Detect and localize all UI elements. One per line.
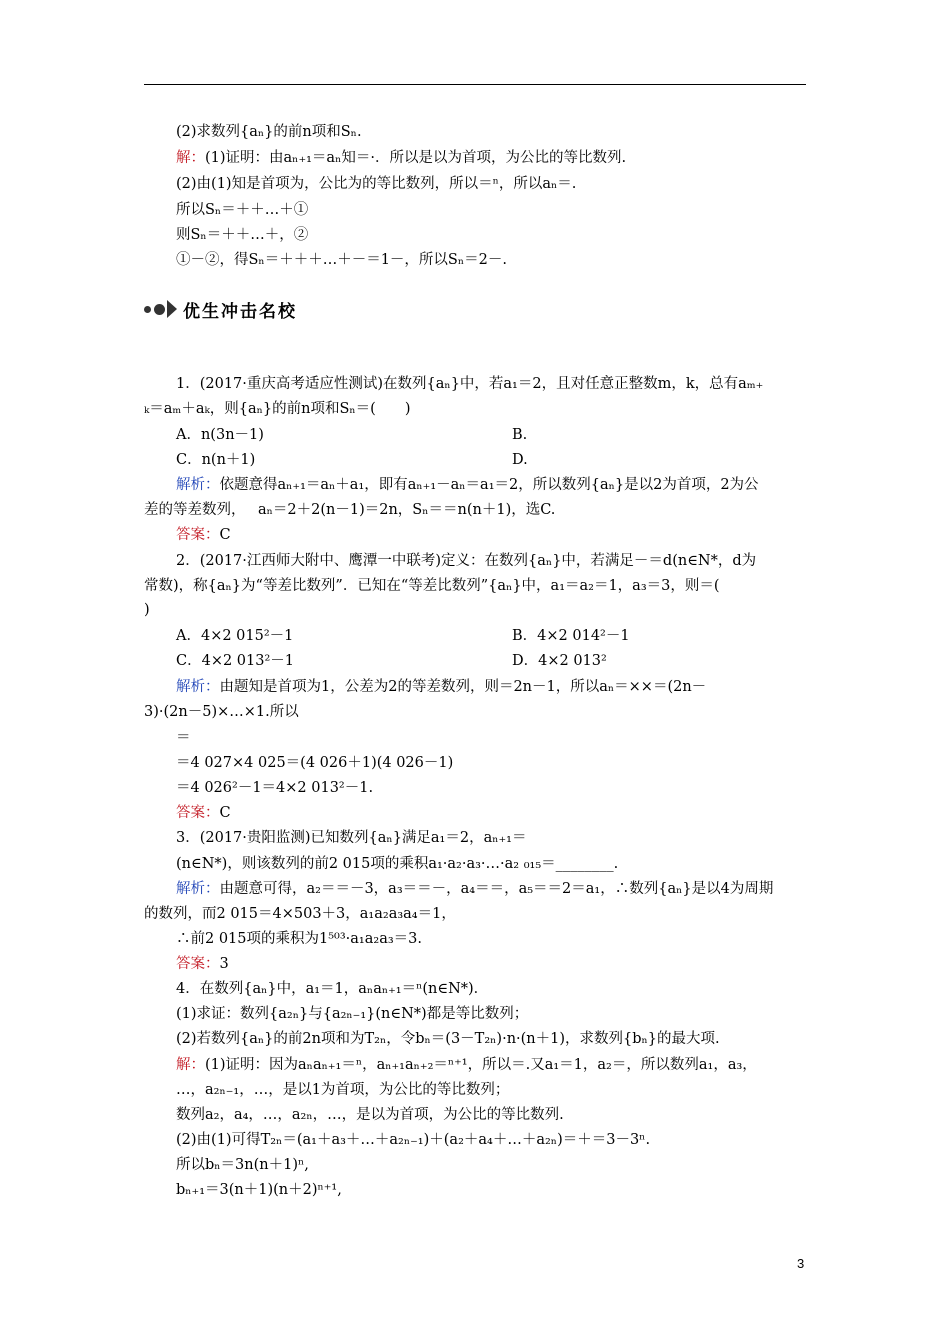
solution-line: aₙ＝2＋2(n－1)＝2n，Sₙ＝＝n(n＋1)，选C. [258,502,556,518]
analysis-label: 解析： [176,477,220,493]
option-c: C．n(n＋1) [176,452,256,468]
question-stem: (1)求证：数列{a₂ₙ}与{a₂ₙ₋₁}(n∈N*)都是等比数列； [176,1006,529,1022]
section-banner [144,298,297,320]
solution-line: 解析：依题意得aₙ₊₁＝aₙ＋a₁，即有aₙ₊₁－aₙ＝a₁＝2，所以数列{aₙ}是以2为首项，2为公 [176,477,759,493]
text-line: 则Sₙ＝＋＋…＋，② [176,227,309,243]
arrow-icon [167,300,177,318]
answer-label: 答案： [176,956,220,972]
question-stem: 常数)，称{aₙ}为“等差比数列”．已知在“等差比数列”{aₙ}中，a₁＝a₂＝1，a₃＝3，则＝( [144,578,720,594]
option-d: D. [512,452,528,468]
analysis-label: 解析： [176,679,220,695]
banner-title: 优生冲击名校 [183,301,297,322]
question-stem: ) [144,602,150,618]
question-stem: 2．(2017·江西师大附中、鹰潭一中联考)定义：在数列{aₙ}中，若满足－＝d(n∈N*，d为 [176,553,757,569]
solution-line: ＝4 027×4 025＝(4 026＋1)(4 026－1) [176,755,454,771]
text-line: (2)求数列{aₙ}的前n项和Sₙ. [176,124,362,140]
solution-line: 的数列，而2 015＝4×503＋3，a₁a₂a₃a₄＝1， [144,906,456,922]
option-b: B．4×2 014²－1 [512,628,630,644]
solution-line: 解析：由题知是首项为1，公差为2的等差数列，则＝2n－1，所以aₙ＝××＝(2n－ [176,679,707,695]
dot-icon [144,306,151,313]
option-a: A．4×2 015²－1 [176,628,294,644]
header-rule [144,84,806,85]
solution-line: 解析：由题意可得，a₂＝＝－3，a₃＝＝－，a₄＝＝，a₅＝＝2＝a₁，∴数列{aₙ}是以4为周期 [176,881,774,897]
solution-line: ＝ [176,730,191,746]
solution-line: 解：(1)证明：因为aₙaₙ₊₁＝ⁿ，aₙ₊₁aₙ₊₂＝ⁿ⁺¹，所以＝.又a₁＝1，a₂＝，所以数列a₁，a₃， [176,1057,757,1073]
solution-line: 数列a₂，a₄，…，a₂ₙ，…，是以为首项，为公比的等比数列. [176,1107,564,1123]
text-line: 解：(1)证明：由aₙ₊₁＝aₙ知＝·．所以是以为首项，为公比的等比数列. [176,150,627,166]
option-c: C．4×2 013²－1 [176,653,295,669]
question-stem: 3．(2017·贵阳监测)已知数列{aₙ}满足a₁＝2，aₙ₊₁＝ [176,830,527,846]
solution-line: …，a₂ₙ₋₁，…，是以1为首项，为公比的等比数列； [176,1082,510,1098]
dot-icon [154,304,165,315]
option-b: B. [512,427,528,443]
answer-line: 答案：3 [176,956,229,972]
answer-line: 答案：C [176,527,231,543]
text-line: (2)由(1)知是首项为，公比为的等比数列，所以＝ⁿ，所以aₙ＝. [176,176,577,192]
question-stem: 4．在数列{aₙ}中，a₁＝1，aₙaₙ₊₁＝ⁿ(n∈N*)． [176,981,489,997]
solution-line: ∴前2 015项的乘积为1⁵⁰³·a₁a₂a₃＝3. [176,931,422,947]
solution-line: bₙ₊₁＝3(n＋1)(n＋2)ⁿ⁺¹, [176,1182,342,1198]
text-line: ①－②，得Sₙ＝＋＋＋…＋－＝1－，所以Sₙ＝2－. [176,252,507,268]
solution-line: 3)·(2n－5)×…×1.所以 [144,704,299,720]
solution-label: 解： [176,1057,205,1073]
solution-line: ＝4 026²－1＝4×2 013²－1. [176,780,374,796]
answer-label: 答案： [176,527,220,543]
analysis-label: 解析： [176,881,220,897]
question-stem: ₖ＝aₘ＋aₖ，则{aₙ}的前n项和Sₙ＝( ) [144,401,411,417]
solution-line: 所以bₙ＝3n(n＋1)ⁿ, [176,1157,309,1173]
option-a: A．n(3n－1) [176,427,264,443]
solution-line: 差的等差数列， [144,502,246,518]
question-stem: (2)若数列{aₙ}的前2n项和为T₂ₙ，令bₙ＝(3－T₂ₙ)·n·(n＋1)，求数列{bₙ}的最大项. [176,1031,720,1047]
answer-line: 答案：C [176,805,231,821]
question-stem: 1．(2017·重庆高考适应性测试)在数列{aₙ}中，若a₁＝2，且对任意正整数m，k，总有aₘ₊ [176,376,764,392]
solution-label: 解： [176,150,205,166]
text-line: 所以Sₙ＝＋＋…＋① [176,202,309,218]
question-stem: (n∈N*)，则该数列的前2 015项的乘积a₁·a₂·a₃·…·a₂ ₀₁₅＝________. [176,856,619,872]
option-d: D．4×2 013² [512,653,607,669]
solution-line: (2)由(1)可得T₂ₙ＝(a₁＋a₃＋…＋a₂ₙ₋₁)＋(a₂＋a₄＋…＋a₂ₙ)＝＋＝3－3ⁿ. [176,1132,651,1148]
page-number: 3 [797,1256,805,1271]
answer-label: 答案： [176,805,220,821]
